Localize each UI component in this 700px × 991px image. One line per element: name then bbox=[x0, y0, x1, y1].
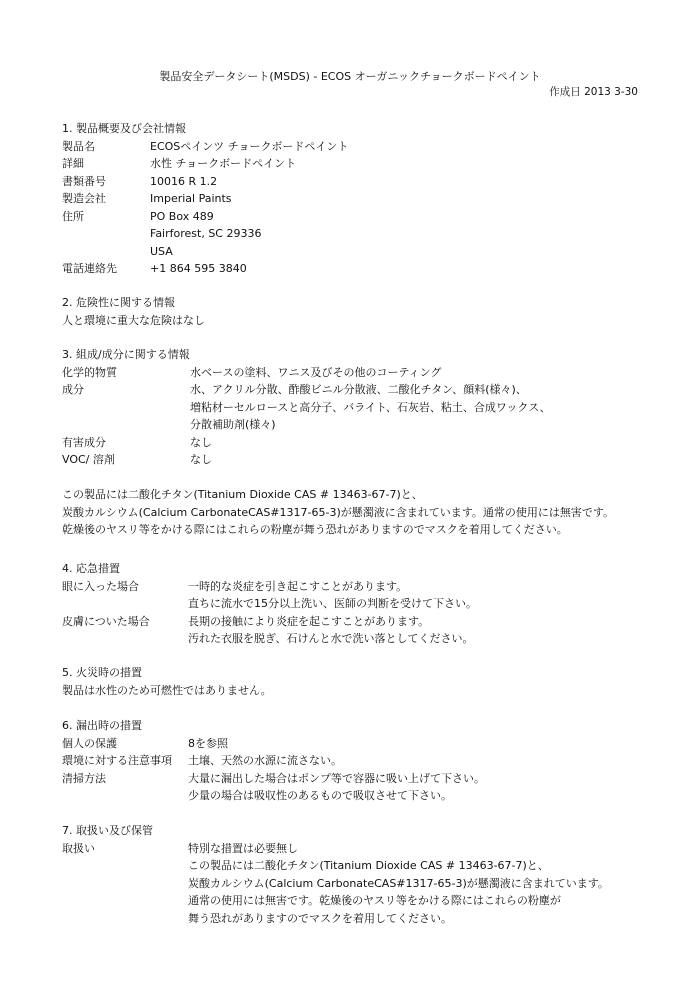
row-value: 大量に漏出した場合はポンプ等で容器に吸い上げて下さい。 少量の場合は吸収性のあるもので吸収させて下さい。 bbox=[188, 771, 485, 802]
row-label: 製造会社 bbox=[62, 192, 106, 205]
row-label: 住所 bbox=[62, 209, 84, 223]
row-value: PO Box 489 Fairforest, SC 29336 USA bbox=[150, 209, 262, 258]
cleanup-method-row bbox=[62, 770, 682, 805]
environmental-precautions-row bbox=[62, 752, 682, 770]
row-label: 電話連絡先 bbox=[62, 262, 117, 275]
chemical-substance-row bbox=[62, 364, 682, 382]
section-2-title: 2. 危険性に関する情報 bbox=[62, 296, 175, 309]
phone-row bbox=[62, 260, 682, 278]
skin-contact-row bbox=[62, 613, 682, 648]
row-label: 製品名 bbox=[62, 139, 95, 153]
row-value: 10016 R 1.2 bbox=[150, 174, 218, 188]
row-label: 皮膚についた場合 bbox=[62, 614, 150, 628]
row-label: 詳細 bbox=[62, 157, 84, 170]
section-1-title: 1. 製品概要及び会社情報 bbox=[62, 122, 186, 135]
row-value: なし bbox=[190, 453, 212, 466]
row-label: 眼に入った場合 bbox=[62, 579, 139, 593]
section-4-title: 4. 応急措置 bbox=[62, 562, 120, 575]
section-1 bbox=[62, 120, 682, 278]
section-2 bbox=[62, 294, 682, 329]
row-value: 長期の接触により炎症を起こすことがあります。 汚れた衣服を脱ぎ、石けんと水で洗い落としてください。 bbox=[188, 614, 474, 645]
manufacturer-row bbox=[62, 190, 682, 208]
row-label: 取扱い bbox=[62, 841, 95, 855]
row-value: 土壌、天然の水源に流さない。 bbox=[188, 754, 342, 767]
section-3-title: 3. 組成/成分に関する情報 bbox=[62, 348, 190, 361]
eye-contact-row bbox=[62, 578, 682, 613]
section-5-text: 製品は水性のため可燃性ではありません。 bbox=[62, 683, 272, 697]
row-label: 成分 bbox=[62, 383, 84, 396]
row-value: 一時的な炎症を引き起こすことがあります。 直ちに流水で15分以上洗い、医師の判断を受けて下さい。 bbox=[188, 579, 477, 610]
section-3 bbox=[62, 346, 682, 469]
section-5 bbox=[62, 664, 682, 699]
row-value: 8を参照 bbox=[188, 736, 228, 750]
document-number-row bbox=[62, 173, 682, 191]
hazardous-ingredients-row bbox=[62, 434, 682, 452]
section-7-title: 7. 取扱い及び保管 bbox=[62, 824, 153, 837]
document-title: 製品安全データシート(MSDS) - ECOS オーガニックチョークボードペイント bbox=[159, 70, 541, 83]
creation-date: 作成日 2013 3-30 bbox=[549, 86, 638, 98]
row-label: 環境に対する注意事項 bbox=[62, 754, 172, 767]
section-5-title: 5. 火災時の措置 bbox=[62, 666, 142, 679]
personal-protection-row bbox=[62, 735, 682, 753]
row-label: VOC/ 溶剤 bbox=[62, 453, 115, 466]
row-label: 化学的物質 bbox=[62, 365, 117, 379]
row-value: Imperial Paints bbox=[150, 192, 232, 205]
row-value: 特別な措置は必要無し この製品には二酸化チタン(Titanium Dioxide CAS # 13463-67-7)と、 炭酸カルシウム(Calcium CarbonateCAS#1317-65-3)が懸濁液に含まれています。 通常の使用には無害です。乾燥後のヤスリ等をかける際にはこれらの粉塵が 舞う恐れがありますのでマスクを着用してください。 bbox=[188, 841, 609, 925]
product-name-row bbox=[62, 138, 682, 156]
section-7 bbox=[62, 822, 682, 927]
ingredients-row bbox=[62, 381, 682, 434]
row-label: 書類番号 bbox=[62, 174, 106, 188]
row-label: 個人の保護 bbox=[62, 736, 117, 750]
row-value: なし bbox=[190, 435, 212, 449]
row-value: 水ベースの塗料、ワニス及びその他のコーティング bbox=[190, 365, 442, 379]
row-value: 水、アクリル分散、酢酸ビニル分散液、二酸化チタン、顔料(様々)、 増粘材ーセルロースと高分子、バライト、石灰岩、粘土、合成ワックス、 分散補助剤(様々) bbox=[190, 383, 551, 431]
section-6 bbox=[62, 717, 682, 805]
voc-row bbox=[62, 451, 682, 469]
address-row bbox=[62, 208, 682, 261]
titanium-note bbox=[62, 486, 682, 539]
row-value: +1 864 595 3840 bbox=[150, 262, 247, 275]
row-value: 水性 チョークボードペイント bbox=[150, 157, 297, 170]
handling-row bbox=[62, 840, 682, 928]
section-6-title: 6. 漏出時の措置 bbox=[62, 719, 142, 732]
row-label: 有害成分 bbox=[62, 435, 106, 449]
section-2-text: 人と環境に重大な危険はなし bbox=[62, 313, 205, 327]
details-row bbox=[62, 155, 682, 173]
titanium-note-text: この製品には二酸化チタン(Titanium Dioxide CAS # 13463-67-7)と、 炭酸カルシウム(Calcium CarbonateCAS#1317-65-3)が懸濁液に含まれています。通常の使用には無害です。 乾燥後のヤスリ等をかける際にはこれらの粉塵が舞う恐れがありますのでマスクを着用してください。 bbox=[62, 488, 614, 536]
row-value: ECOSペインツ チョークボードペイント bbox=[150, 139, 349, 153]
row-label: 清掃方法 bbox=[62, 771, 106, 785]
section-4 bbox=[62, 560, 682, 648]
